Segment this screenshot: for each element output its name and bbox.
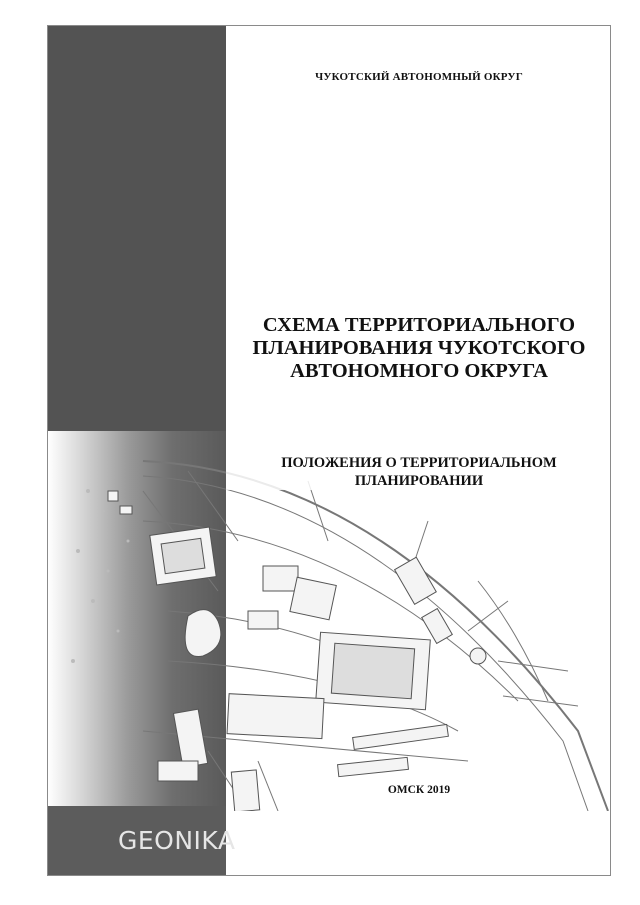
region-heading: ЧУКОТСКИЙ АВТОНОМНЫЙ ОКРУГ	[315, 71, 523, 83]
subtitle-line: ПОЛОЖЕНИЯ О ТЕРРИТОРИАЛЬНОМ	[226, 454, 611, 472]
document-subtitle	[226, 454, 611, 490]
city-year: ОМСК 2019	[387, 784, 451, 796]
title-line: СХЕМА ТЕРРИТОРИАЛЬНОГО	[262, 314, 576, 336]
title-line: АВТОНОМНОГО ОКРУГА	[290, 360, 548, 382]
geonika-logo: GEONIKA	[118, 826, 236, 855]
subtitle-line: ПЛАНИРОВАНИИ	[226, 472, 611, 490]
title-line: ПЛАНИРОВАНИЯ ЧУКОТСКОГО	[252, 337, 586, 359]
document-title	[226, 314, 611, 383]
document-cover	[47, 25, 611, 876]
dark-side-band	[48, 26, 226, 431]
